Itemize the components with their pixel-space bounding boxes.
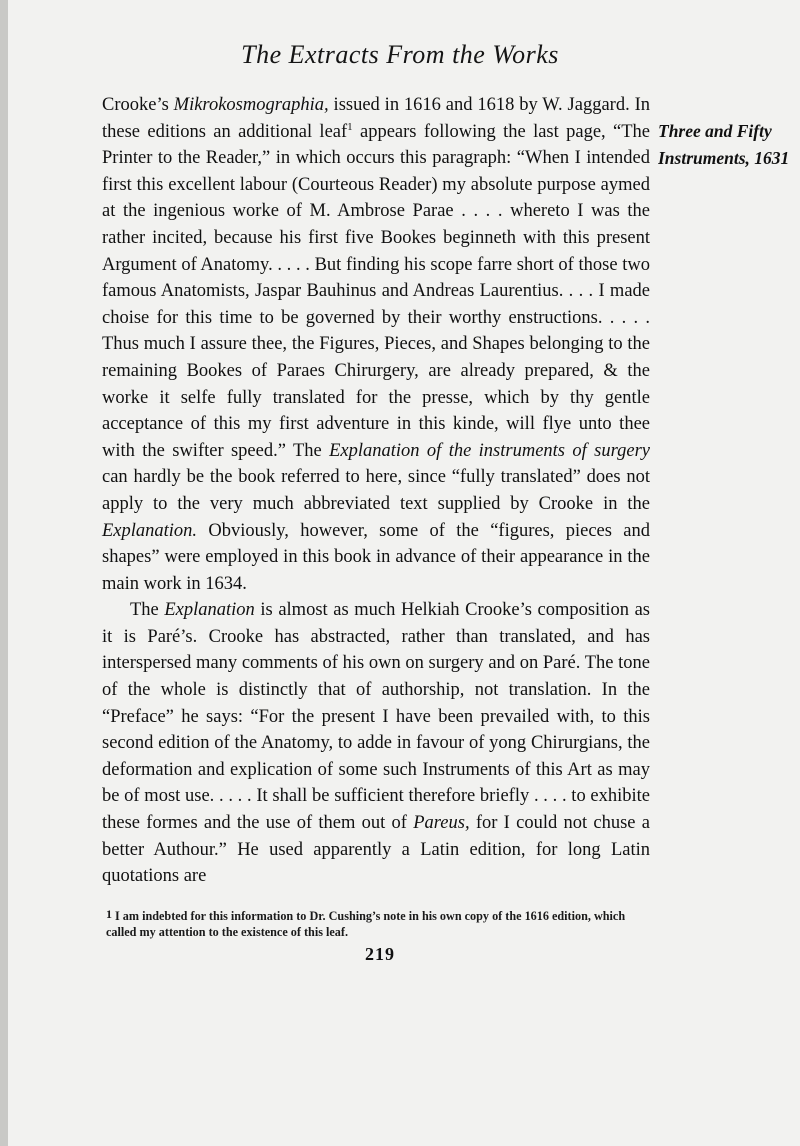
italic-text: Explanation bbox=[164, 600, 255, 621]
text-run: appears following the last page, “The Printer to the Reader,” in which occurs this paragraph: “When I intended first this excellent labour (Courteous Reader) my absolute purpose aymed at the ingenious worke of M. Ambrose Parae . . . . whereto I was the rather incited, because his first five Bookes beginneth with this present Argument of Anatomy. . . . . But finding his scope farre short of those two famous Anatomists, Jaspar Bauhinus and Andreas Laurentius. . . . I made choise for this time to be governed by their worthy enstructions. . . . . Thus much I assure thee, the Figures, Pieces, and Shapes belonging to the remaining Bookes of Paraes Chirurgery, are already prepared, & the worke it selfe fully translated for the presse, which by thy gentle acceptance of this my first adventure in this kinde, will flye unto thee with the swifter speed.” The bbox=[102, 121, 650, 461]
italic-text: Explanation. bbox=[102, 520, 198, 541]
italic-text: Pareus, bbox=[413, 813, 470, 834]
text-run: can hardly be the book referred to here, since “fully translated” does not apply to the very much abbreviated text supplied by Crooke in the bbox=[102, 467, 650, 514]
footnote-text: I am indebted for this information to Dr. Cushing’s note in his own copy of the 1616 edition, which called my attention to the existence of this leaf. bbox=[106, 909, 626, 939]
italic-text: Explanation of the instruments of surgery bbox=[329, 440, 650, 461]
text-run: issued in 1616 and 1618 by W. Jaggard. In these editions an additional leaf bbox=[102, 95, 650, 142]
paragraph bbox=[102, 597, 650, 890]
text-run: for I could not chuse a better Authour.” He used apparently a Latin edition, for long Latin quotations are bbox=[102, 813, 650, 887]
body-text bbox=[102, 92, 650, 890]
side-note bbox=[658, 118, 800, 171]
text-run: Crooke’s bbox=[102, 95, 174, 115]
text-run: The bbox=[130, 600, 165, 621]
running-head: The Extracts From the Works bbox=[241, 40, 559, 69]
text-run: Obviously, however, some of the “figures, pieces and shapes” were employed in this book in advance of their appearance in the main work in 1634. bbox=[102, 520, 650, 594]
footnote bbox=[106, 906, 652, 940]
italic-text: Mikrokosmographia, bbox=[173, 95, 329, 115]
text-run: is almost as much Helkiah Crooke’s composition as it is Paré’s. Crooke has abstracted, rather than translated, and has interspersed many comments of his own on surgery and on Paré. The tone of the whole is distinctly that of authorship, not translation. In the “Preface” he says: “For the present I have been prevailed with, to this second edition of the Anatomy, to adde in favour of yong Chirurgians, the deformation and explication of some such Instruments of this Art as may be of most use. . . . . It shall be sufficient therefore briefly . . . . to exhibite these formes and the use of them out of bbox=[102, 600, 650, 834]
page-number: 219 bbox=[365, 944, 395, 964]
side-note-line: Three and Fifty bbox=[658, 121, 772, 141]
paragraph bbox=[102, 92, 650, 597]
side-note-line: Instruments, 1631 bbox=[658, 147, 790, 168]
footnote-mark: 1 bbox=[106, 907, 112, 921]
page-gutter-shadow bbox=[0, 0, 8, 1146]
footnote-ref: 1 bbox=[347, 120, 353, 133]
